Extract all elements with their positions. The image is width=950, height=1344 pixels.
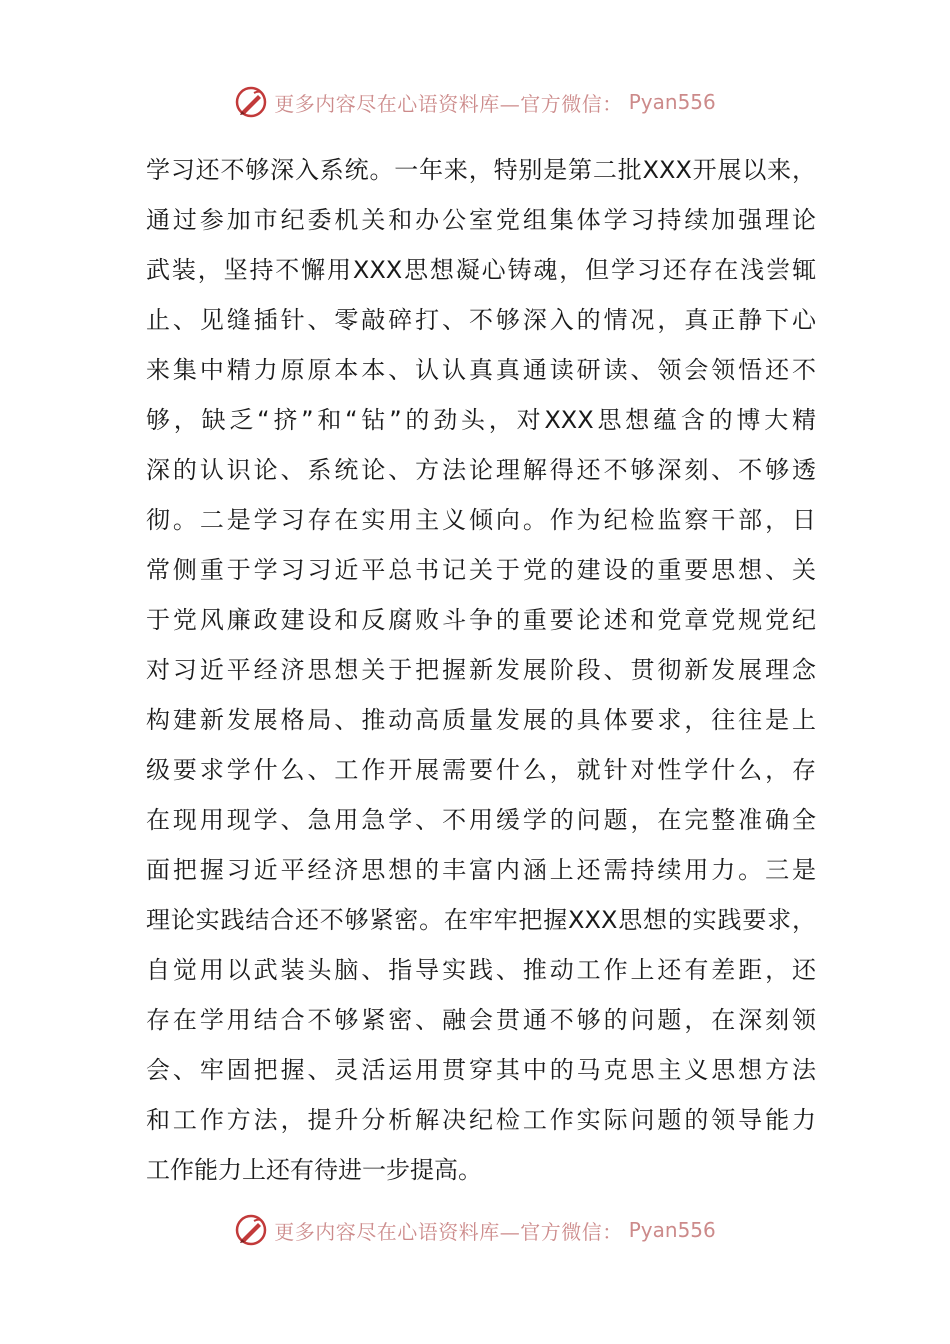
text-line: 彻。二是学习存在实用主义倾向。作为纪检监察干部，日 bbox=[146, 506, 816, 534]
text-line: 止、见缝插针、零敲碎打、不够深入的情况，真正静下心 bbox=[146, 306, 816, 334]
text-line: 学习还不够深入系统。一年来，特别是第二批XXX开展以来， bbox=[146, 156, 816, 184]
text-line: 面把握习近平经济思想的丰富内涵上还需持续用力。三是 bbox=[146, 856, 816, 884]
text-line-last: 工作能力上还有待进一步提高。 bbox=[146, 1156, 482, 1184]
text-line: 自觉用以武装头脑、指导实践、推动工作上还有差距，还 bbox=[146, 956, 816, 984]
text-line: 来集中精力原原本本、认认真真通读研读、领会领悟还不 bbox=[146, 356, 816, 384]
watermark-text: 更多内容尽在心语资料库—官方微信： bbox=[274, 1219, 623, 1244]
text-line: 存在学用结合不够紧密、融会贯通不够的问题，在深刻领 bbox=[146, 1006, 816, 1034]
watermark-text: 更多内容尽在心语资料库—官方微信： bbox=[274, 91, 623, 116]
pen-logo-icon bbox=[234, 1213, 268, 1247]
text-line: 会、牢固把握、灵活运用贯穿其中的马克思主义思想方法 bbox=[146, 1056, 816, 1084]
text-line: 够，缺乏“挤”和“钻”的劲头，对XXX思想蕴含的博大精 bbox=[146, 406, 816, 434]
watermark-wechat-id: Pyan556 bbox=[628, 90, 716, 114]
text-line: 构建新发展格局、推动高质量发展的具体要求，往往是上 bbox=[146, 706, 816, 734]
text-line: 武装，坚持不懈用XXX思想凝心铸魂，但学习还存在浅尝辄 bbox=[146, 256, 816, 284]
pen-logo-icon bbox=[234, 85, 268, 119]
text-line: 常侧重于学习习近平总书记关于党的建设的重要思想、关 bbox=[146, 556, 816, 584]
document-body bbox=[146, 145, 816, 1195]
text-line: 对习近平经济思想关于把握新发展阶段、贯彻新发展理念 bbox=[146, 656, 816, 684]
text-line: 通过参加市纪委机关和办公室党组集体学习持续加强理论 bbox=[146, 206, 816, 234]
text-line: 在现用现学、急用急学、不用缓学的问题，在完整准确全 bbox=[146, 806, 816, 834]
text-line: 级要求学什么、工作开展需要什么，就针对性学什么，存 bbox=[146, 756, 816, 784]
text-line: 和工作方法，提升分析解决纪检工作实际问题的领导能力 bbox=[146, 1106, 816, 1134]
text-line: 于党风廉政建设和反腐败斗争的重要论述和党章党规党纪 bbox=[146, 606, 816, 634]
header-watermark bbox=[0, 82, 950, 122]
text-line: 理论实践结合还不够紧密。在牢牢把握XXX思想的实践要求， bbox=[146, 906, 816, 934]
text-line: 深的认识论、系统论、方法论理解得还不够深刻、不够透 bbox=[146, 456, 816, 484]
watermark-wechat-id: Pyan556 bbox=[628, 1218, 716, 1242]
footer-watermark bbox=[0, 1210, 950, 1250]
